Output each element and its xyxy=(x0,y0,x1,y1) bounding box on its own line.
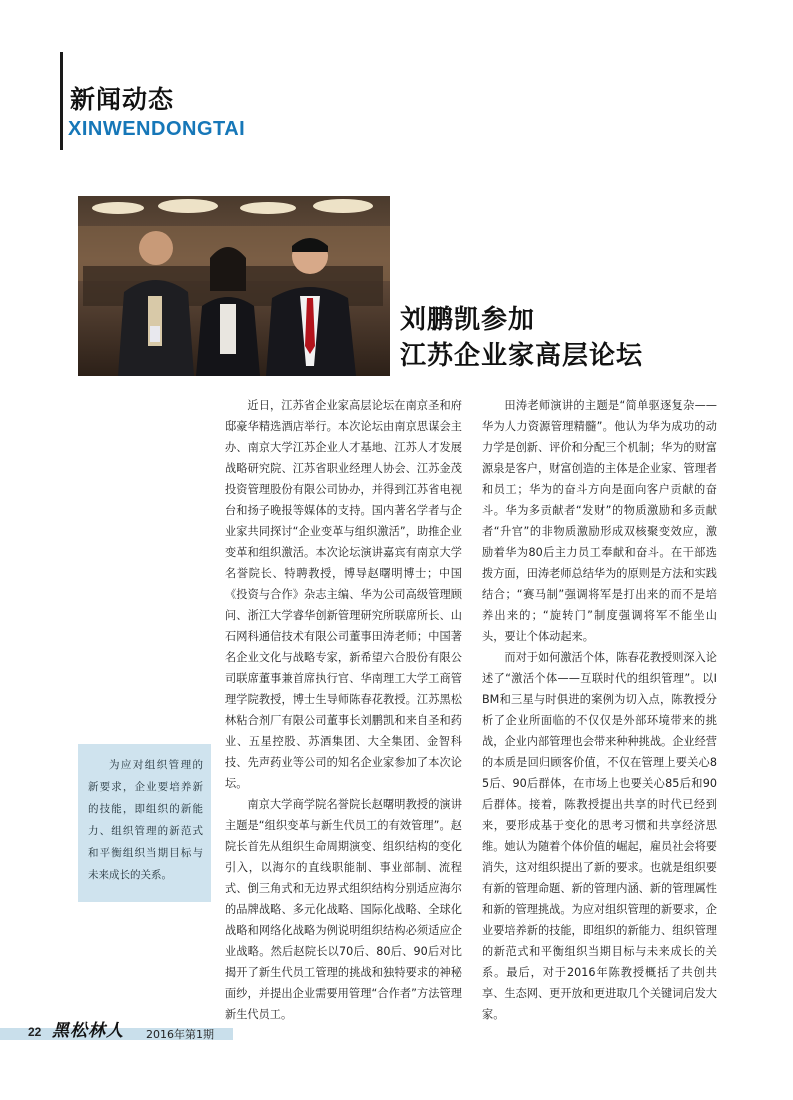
article-column-right xyxy=(482,395,717,1025)
issue-label: 2016年第1期 xyxy=(146,1028,214,1041)
pull-quote-text: 为应对组织管理的新要求，企业要培养新的技能，即组织的新能力、组织管理的新范式和平衡组织当期目标与未来成长的关系。 xyxy=(88,759,203,881)
pull-quote xyxy=(78,744,211,902)
article-paragraph: 而对于如何激活个体，陈春花教授则深入论述了“激活个体——互联时代的组织管理”。以IBM和三星与时俱进的案例为切入点，陈教授分析了企业所面临的不仅仅是外部环境带来的挑战，企业内部管理也会带来种种挑战。企业经营的本质是回归顾客价值，不仅在管理上要关心85后、90后群体，在市场上也要关心85后和90后群体。接着，陈教授提出共享的时代已经到来，要形成基于变化的思考习惯和共享经济思维。她认为随着个体价值的崛起，雇员社会将要消失，这对组织提出了新的要求。也就是组织要有新的管理命题、新的管理内涵、新的管理属性和新的管理挑战。为应对组织管理的新要求，企业要培养新的技能，即组织的新能力、组织管理的新范式和平衡组织当期目标与未来成长的关系。最后，对于2016年陈教授概括了共创共享、生态网、更开放和更进取几个关键词启发大家。 xyxy=(482,651,717,1021)
headline-line-2: 江苏企业家高层论坛 xyxy=(400,341,644,371)
section-title: 新闻动态 xyxy=(70,85,175,114)
article-headline xyxy=(400,302,643,374)
section-subtitle: XINWENDONGTAI xyxy=(68,118,246,140)
headline-line-1: 刘鹏凯参加 xyxy=(400,305,536,335)
article-paragraph: 田涛老师演讲的主题是“简单驱逐复杂——华为人力资源管理精髓”。他认为华为成功的动力学是创新、评价和分配三个机制；华为的财富源泉是客户，财富创造的主体是企业家、管理者和员工；华为的奋斗方向是面向客户贡献的奋斗。华为多贡献者“发财”的物质激励和多贡献者“升官”的非物质激励形成双核聚变效应，激励着华为80后主力员工奉献和奋斗。在干部选拨方面，田涛老师总结华为的原则是方法和实践结合；“赛马制”强调将军是打出来的而不是培养出来的；“旋转门”制度强调将军不能坐山头，要让个体动起来。 xyxy=(482,399,717,643)
article-column-left xyxy=(225,395,462,1025)
page-number: 22 xyxy=(28,1025,42,1039)
event-photo xyxy=(78,196,390,376)
article-paragraph: 近日，江苏省企业家高层论坛在南京圣和府邸豪华精选酒店举行。本次论坛由南京思谋会主办、南京大学江苏企业人才基地、江苏人才发展战略研究院、江苏省职业经理人协会、江苏金茂投资管理股份有限公司协办，并得到江苏省电视台和扬子晚报等媒体的支持。国内著名学者与企业家共同探讨“企业变革与组织激活”，助推企业变革和组织激活。本次论坛演讲嘉宾有南京大学名誉院长、特聘教授，博导赵曙明博士；中国《投资与合作》杂志主编、华为公司高级管理顾问、浙江大学睿华创新管理研究所联席所长、山石网科通信技术有限公司董事田涛老师；中国著名企业文化与战略专家，新希望六合股份有限公司联席董事兼首席执行官、华南理工大学工商管理学院教授，博士生导师陈春花教授。江苏黑松林粘合剂厂有限公司董事长刘鹏凯和来自圣和药业、五星控股、苏酒集团、大全集团、金智科技、先声药业等公司的知名企业家参加了本次论坛。 xyxy=(225,399,462,790)
article-paragraph: 南京大学商学院名誉院长赵曙明教授的演讲主题是“组织变革与新生代员工的有效管理”。赵院长首先从组织生命周期演变、组织结构的变化引入，以海尔的直线职能制、事业部制、流程式、倒三角式和无边界式组织结构分别适应海尔的品牌战略、多元化战略、国际化战略、全球化战略和网络化战略为例说明组织结构必须适应企业战略。然后赵院长以70后、80后、90后对比揭开了新生代员工管理的挑战和独特要求的神秘面纱，并提出企业需要用管理“合作者”方法管理新生代员工。 xyxy=(225,798,462,1021)
magazine-logo: 黑松林人 xyxy=(52,1021,124,1041)
section-accent-bar xyxy=(60,52,63,150)
